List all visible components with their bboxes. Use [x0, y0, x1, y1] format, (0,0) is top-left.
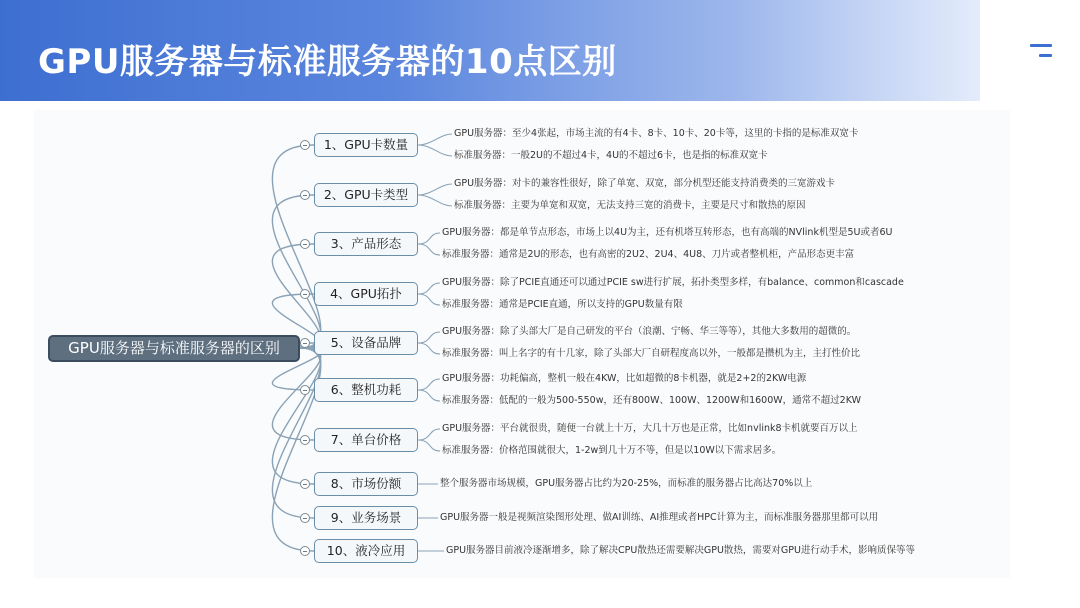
mindmap-leaf-text: GPU服务器：平台就很贵，随便一台就上十万，大几十万也是正常，比如nvlink8卡机就要百万以上: [442, 423, 858, 434]
mindmap-leaf-text: GPU服务器目前液冷逐渐增多，除了解决CPU散热还需要解决GPU散热，需要对GPU进行动手术，影响质保等等: [446, 545, 915, 556]
collapse-toggle-icon[interactable]: [300, 239, 310, 249]
mindmap-leaf-text: GPU服务器：功耗偏高，整机一般在4KW，比如超微的8卡机器，就是2+2的2KW电源: [442, 373, 807, 384]
collapse-toggle-icon[interactable]: [300, 140, 310, 150]
menu-icon-line-bottom: [1039, 54, 1052, 57]
mindmap-leaf-text: GPU服务器：对卡的兼容性很好，除了单宽、双宽，部分机型还能支持消费类的三宽游戏卡: [454, 178, 836, 189]
mindmap-branch-node[interactable]: 10、液冷应用: [314, 539, 418, 563]
collapse-toggle-icon[interactable]: [300, 338, 310, 348]
leaf-connector: [418, 429, 440, 440]
mindmap-leaf-text: GPU服务器：都是单节点形态，市场上以4U为主，还有机塔互转形态，也有高端的NVlink机型是5U或者6U: [442, 227, 893, 238]
mindmap-leaf-text: GPU服务器：除了头部大厂是自己研发的平台（浪潮、宁畅、华三等等），其他大多数用的超微的。: [442, 326, 857, 337]
mindmap-leaf-text: 标准服务器：通常是PCIE直通，所以支持的GPU数量有限: [442, 299, 683, 310]
collapse-toggle-icon[interactable]: [300, 513, 310, 523]
leaf-connector: [418, 390, 440, 401]
mindmap-branch-node[interactable]: 8、市场份额: [314, 472, 418, 496]
mindmap-leaf-text: GPU服务器一般是视频渲染图形处理、做AI训练、AI推理或者HPC计算为主，而标准服务器那里都可以用: [440, 512, 879, 523]
mindmap-leaf-text: 标准服务器：低配的一般为500-550w，还有800W、100W、1200W和1600W，通常不超过2KW: [442, 395, 861, 406]
root-connector: [272, 348, 320, 484]
mindmap-branch-node[interactable]: 3、产品形态: [314, 232, 418, 256]
root-connector: [272, 195, 320, 348]
mindmap-branch-node[interactable]: 7、单台价格: [314, 428, 418, 452]
mindmap-diagram: [34, 110, 1010, 578]
leaf-connector: [418, 244, 440, 255]
leaf-connector: [418, 134, 452, 145]
mindmap-branch-node[interactable]: 1、GPU卡数量: [314, 133, 418, 157]
mindmap-branch-node[interactable]: 9、业务场景: [314, 506, 418, 530]
mindmap-branch-node[interactable]: 6、整机功耗: [314, 378, 418, 402]
mindmap-leaf-text: 标准服务器：通常是2U的形态，也有高密的2U2、2U4、4U8、刀片或者整机柜，产品形态更丰富: [442, 249, 855, 260]
collapse-toggle-icon[interactable]: [300, 289, 310, 299]
mindmap-leaf-text: 标准服务器：价格范围就很大，1-2w到几十万不等，但是以10W以下需求居多。: [442, 445, 782, 456]
mindmap-branch-node[interactable]: 2、GPU卡类型: [314, 183, 418, 207]
leaf-connector: [418, 440, 440, 451]
collapse-toggle-icon[interactable]: [300, 385, 310, 395]
mindmap-branch-node[interactable]: 4、GPU拓扑: [314, 282, 418, 306]
mindmap-root-node[interactable]: GPU服务器与标准服务器的区别: [48, 335, 300, 362]
mindmap-branch-node[interactable]: 5、设备品牌: [314, 331, 418, 355]
mindmap-leaf-text: 标准服务器：主要为单宽和双宽，无法支持三宽的消费卡，主要是尺寸和散热的原因: [454, 200, 806, 211]
collapse-toggle-icon[interactable]: [300, 546, 310, 556]
leaf-connector: [418, 283, 440, 294]
mindmap-leaf-text: GPU服务器：除了PCIE直通还可以通过PCIE sw进行扩展，拓扑类型多样，有balance、common和cascade: [442, 277, 904, 288]
leaf-connector: [418, 332, 440, 343]
leaf-connector: [418, 233, 440, 244]
mindmap-leaf-text: GPU服务器：至少4张起，市场主流的有4卡、8卡、10卡、20卡等，这里的卡指的是标准双宽卡: [454, 128, 859, 139]
title-banner: [0, 0, 980, 101]
page-title: GPU服务器与标准服务器的10点区别: [38, 42, 617, 82]
menu-icon-line-top: [1030, 44, 1052, 47]
collapse-toggle-icon[interactable]: [300, 479, 310, 489]
leaf-connector: [418, 343, 440, 354]
menu-icon[interactable]: [1030, 44, 1054, 62]
mindmap-leaf-text: 整个服务器市场规模，GPU服务器占比约为20-25%，而标准的服务器占比高达70%以上: [440, 478, 813, 489]
mindmap-leaf-text: 标准服务器：叫上名字的有十几家，除了头部大厂自研程度高以外，一般都是攒机为主，主打性价比: [442, 348, 861, 359]
leaf-connector: [418, 195, 452, 206]
leaf-connector: [418, 379, 440, 390]
collapse-toggle-icon[interactable]: [300, 190, 310, 200]
mindmap-leaf-text: 标准服务器：一般2U的不超过4卡，4U的不超过6卡，也是指的标准双宽卡: [454, 150, 768, 161]
leaf-connector: [418, 184, 452, 195]
leaf-connector: [418, 145, 452, 156]
collapse-toggle-icon[interactable]: [300, 435, 310, 445]
leaf-connector: [418, 294, 440, 305]
